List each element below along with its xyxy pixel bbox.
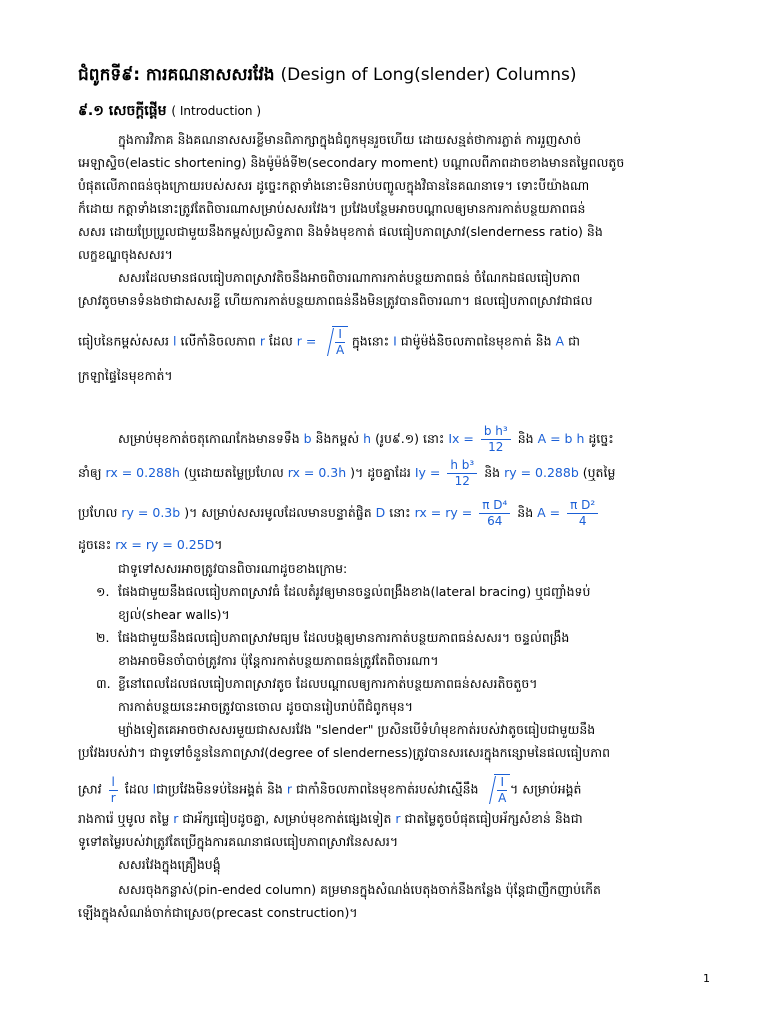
frac-denominator: A [336, 343, 345, 357]
list-number: ១. [96, 584, 110, 599]
paragraph-5 [78, 718, 698, 764]
text-line: ក្នុងការវិភាគ និងគណនាសសរខ្លីមានពិភាក្សាក្នុងជំពូកមុនរួចហើយ ដោយសន្មត់ថាការភ្លាត់ ការរួញសាច់ [118, 132, 582, 147]
text-span: ក្នុងនោះ [351, 333, 390, 349]
formula-rx-approx: rx = 0.3h [287, 465, 347, 480]
text-span: ដូចនេះ [78, 537, 112, 552]
text-line: ផែងជាមួយនឹងផលធៀបភាពស្រាវធំ ដែលតំរូវឲ្យមានចន្ទល់ពង្រឹងខាង(lateral bracing) ឬជញ្ជាំងទប់ [118, 584, 591, 599]
symbol-l: l [173, 333, 177, 349]
text-span: ។ [214, 537, 223, 552]
paragraph-6 [78, 853, 698, 876]
paragraph-2-formula-line [78, 326, 698, 358]
text-line: ម្យ៉ាងទៀតគេអាចថាសសរមួយជាសសរវែង "slender" ប្រសិនបើទំហំមុខកាត់របស់វាតូចធៀបជាមួយនឹង [118, 722, 596, 737]
formula-rx-ry-25: rx = ry = 0.25D [115, 537, 215, 552]
text-span: ជាកាំនិចលភាពនៃមុខកាត់របស់វាស្មើនឹង [295, 781, 479, 797]
text-span: ជាតម្លៃតូចបំផុតធៀបអ័ក្សសំខាន់ និងជា [404, 811, 583, 826]
fraction [567, 498, 598, 529]
formula-r-eq: r = [296, 333, 317, 349]
formula-A-bh: A = b h [537, 431, 585, 446]
text-span: ជាអ័ក្សធៀបដូចគ្នា, សម្រាប់មុខកាត់ផ្សេងទៀត [182, 811, 392, 826]
chapter-title [78, 64, 577, 89]
text-span: និង [484, 465, 501, 480]
symbol-h: h [363, 431, 372, 446]
formula-ry-approx: ry = 0.3b [121, 505, 181, 520]
text-span: ជាប្រវែងមិនទប់នៃអង្គត់ និង [156, 781, 283, 797]
text-line: បំផុតលើភាពធន់ចុងក្រោយរបស់សសរ ដូច្នេះកត្តាទាំងនោះមិនរាប់បញ្ចូលក្នុងវិធាននៃគណនាទេ។ ទោះបីយ៉ាងណា [78, 178, 590, 193]
formula-rx: rx = 0.288h [105, 465, 180, 480]
text-line: ជាទូទៅសសរអាចត្រូវបានពិចារណាដូចខាងក្រោម: [118, 561, 348, 576]
text-line: ឡើងក្នុងសំណង់ចាក់ជាស្រេច(precast construction)។ [78, 905, 358, 920]
section-heading-english: ( Introduction ) [171, 104, 262, 118]
paragraph-2 [78, 266, 698, 312]
paragraph-3-line-2 [78, 458, 698, 489]
symbol-r: r [259, 333, 265, 349]
fraction [447, 458, 477, 489]
text-line: ទូទៅតម្លៃរបស់វាត្រូវតែប្រើក្នុងការគណនាផលធៀបភាពស្រាវនៃសសរ។ [78, 834, 399, 849]
symbol-r: r [173, 811, 179, 826]
text-span: ស្រាវ [78, 781, 102, 797]
text-span: (ឬតម្លៃ [582, 465, 616, 480]
text-line: ផែងជាមួយនឹងផលធៀបភាពស្រាវមធ្យម ដែលបង្កឲ្យមានការកាត់បន្ថយភាពធន់សសរ។ ចន្ទល់ពង្រឹង [118, 630, 570, 645]
text-span: (រូប៩.១) នោះ [375, 431, 445, 446]
text-span: )។ សម្រាប់សសរមូលដែលមានបន្ទាត់ផ្ចិត [184, 505, 372, 520]
text-span: ធៀបនៃកម្ពស់សសរ [78, 333, 170, 349]
list-item [96, 580, 698, 626]
paragraph-3-line-3 [78, 498, 698, 529]
text-span: ជា [568, 333, 580, 349]
symbol-b: b [303, 431, 312, 446]
chapter-title-english: (Design of Long(slender) Columns) [280, 65, 577, 85]
text-span: (ឬដោយតម្លៃប្រហែល [183, 465, 284, 480]
formula-A-eq: A = [537, 505, 561, 520]
text-line: សសរចុងកន្លាស់(pin-ended column) គម្រមានក្នុងសំណង់បេតុងចាក់នឹងកន្លែង ប៉ុន្តែជាញឹកញាប់កើត [118, 882, 601, 897]
frac-numerator: I [335, 327, 345, 343]
text-line: សសរដែលមានផលធៀបភាពស្រាវតិចនឹងអាចពិចារណាការកាត់បន្ថយភាពធន់ ចំណែកឯផលធៀបភាព [118, 270, 581, 285]
frac-denominator: 12 [454, 474, 470, 488]
fraction [109, 775, 118, 806]
fraction [479, 498, 510, 529]
paragraph-5-formula-line [78, 774, 698, 806]
list-item [96, 626, 698, 672]
list-item [96, 672, 698, 718]
chapter-title-khmer: ជំពូកទី៩: ការគណនាសសរវែង [78, 65, 275, 85]
text-span: )។ ដូចគ្នាដែរ [350, 465, 411, 480]
text-line: លក្ខខណ្ឌចុងសសរ។ [78, 247, 173, 262]
symbol-l: l [152, 781, 157, 797]
list-number: ៣. [96, 676, 111, 691]
text-line: ក៏ដោយ កត្តាទាំងនោះត្រូវតែពិចារណាសម្រាប់សសរវែង។ ប្រវែងបន្ថែមអាចបណ្តាលឲ្យមានការកាត់បន្ថយភាពធន់ [78, 201, 586, 216]
frac-denominator: 12 [488, 440, 504, 454]
formula-ry: ry = 0.288b [504, 465, 579, 480]
paragraph-3-line-4 [78, 533, 698, 556]
frac-numerator: π D² [567, 498, 598, 514]
paragraph-1 [78, 128, 698, 266]
text-span: ។ សម្រាប់អង្គត់ [510, 781, 582, 797]
formula-rx-ry: rx = ry = [414, 505, 473, 520]
frac-denominator: 64 [487, 514, 503, 528]
text-line: ប្រវែងរបស់វា។ ជាទូទៅចំនួននៃភាពស្រាវ(degree of slenderness)ត្រូវបានសរសេរក្នុងកន្សោមនៃផលធៀបភាព [78, 745, 611, 760]
text-span: និង [517, 431, 534, 446]
paragraph-5-line-5 [78, 830, 698, 853]
paragraph-4 [78, 557, 698, 580]
sqrt-formula [482, 774, 510, 806]
text-line: ខ្លីនៅពេលដែលផលធៀបភាពស្រាវតូច ដែលបណ្តាលឲ្យការកាត់បន្ថយភាពធន់សសរតិចតួច។ [118, 676, 538, 691]
symbol-A: A [555, 333, 565, 349]
text-line: សសរ ដោយប្រែប្រួលជាមួយនឹងកម្ពស់ប្រសិទ្ធភាព និងទំងមុខកាត់ ផលធៀបភាពស្រាវ(slenderness ratio) និង [78, 224, 603, 239]
frac-denominator: r [110, 790, 116, 805]
symbol-r: r [286, 781, 292, 797]
frac-numerator: l [109, 775, 118, 791]
frac-numerator: I [497, 775, 507, 791]
text-span: សម្រាប់មុខកាត់ចតុកោណកែងមានទទឹង [118, 431, 300, 446]
text-span: លើកាំនិចលភាព [180, 333, 256, 349]
paragraph-3-line-1 [78, 424, 698, 455]
frac-numerator: π D⁴ [479, 498, 510, 514]
text-span: ដូច្នេះ [588, 431, 614, 446]
text-span: និងកម្ពស់ [315, 431, 360, 446]
text-line: ខាងអាចមិនចាំបាច់ត្រូវការ ប៉ុន្តែការកាត់បន្ថយភាពធន់ត្រូវតែពិចារណា។ [118, 653, 439, 668]
text-line: អេឡាស្ទិច(elastic shortening) និងម៉ូម៉ង់ទី២(secondary moment) បណ្តាលពីភាពដាចខាងមានតម្លៃពលតូច [78, 155, 625, 170]
sqrt-formula [320, 326, 348, 358]
symbol-I: I [393, 333, 397, 349]
frac-numerator: b h³ [481, 424, 511, 440]
symbol-r: r [395, 811, 401, 826]
fraction [481, 424, 511, 455]
text-span: ជាម៉ូម៉ង់និចលភាពនៃមុខកាត់ និង [400, 333, 552, 349]
text-span: នាំឲ្យ [78, 465, 102, 480]
paragraph-7 [78, 878, 698, 924]
frac-numerator: h b³ [447, 458, 477, 474]
section-heading-khmer: ៩.១ សេចក្តីផ្តើម [78, 103, 167, 119]
formula-Iy: Iy = [414, 465, 441, 480]
text-span: នោះ [389, 505, 411, 520]
frac-denominator: A [498, 791, 507, 805]
text-line: ខ្យល់(shear walls)។ [118, 607, 230, 622]
text-span: ដែល [124, 781, 149, 797]
frac-denominator: 4 [578, 514, 587, 528]
text-span: ប្រហែល [78, 505, 118, 520]
paragraph-2-last [78, 364, 698, 387]
text-line: ក្រឡាផ្ទៃនៃមុខកាត់។ [78, 368, 173, 383]
list-number: ២. [96, 630, 110, 645]
text-span: រាងការ៉េ ឬមូល តម្លៃ [78, 811, 170, 826]
symbol-D: D [375, 505, 386, 520]
section-heading [78, 101, 261, 122]
text-span: និង [517, 505, 534, 520]
text-line: ស្រាវតូចមានទំនងថាជាសសរខ្លី ហើយការកាត់បន្ថយភាពធន់នឹងមិនត្រូវបានពិចារណា។ ផលធៀបភាពស្រាវជាផល [78, 293, 593, 308]
text-line: សសរវែងក្នុងគ្រឿងបង្គុំ [118, 857, 221, 872]
text-span: ដែល [268, 333, 293, 349]
formula-Ix: Ix = [448, 431, 474, 446]
paragraph-5-line-4 [78, 807, 698, 830]
text-line: ការកាត់បន្ថយនេះអាចត្រូវបានចោល ដូចបានរៀបរាប់ពីជំពូកមុន។ [118, 699, 413, 714]
page-number: 1 [703, 972, 710, 985]
